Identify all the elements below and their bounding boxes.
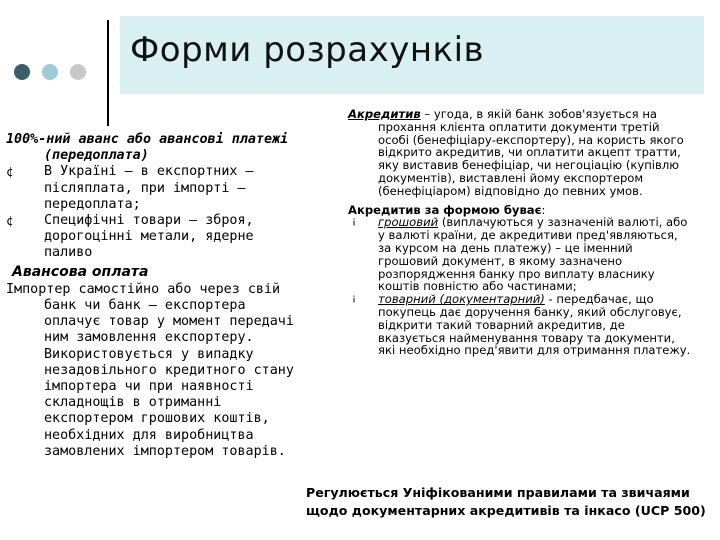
definition-term: Акредитив (348, 107, 421, 121)
decor-dot-dark (14, 64, 30, 80)
decor-dot-light-blue (42, 64, 58, 80)
left-column (6, 132, 302, 460)
advance-payment-heading: 100%-ний аванс або авансові платежі (передоплата) (6, 132, 289, 164)
advance-payment-body: Імпортер самостійно або через свій банк чи банк – експортера оплачує товар у момент передачі ним замовлення експортеру. Використовується у випадку незадовільного кредитного стану імпортера чи при наявності складнощів в отриманні експортером грошових коштів, необхідних для виробництва замовлених імпортером товарів. (6, 281, 294, 459)
letter-of-credit-definition (348, 108, 694, 198)
bullet-term: товарний (документарний) (378, 292, 545, 307)
bullet-marker-icon: ¡ (352, 293, 357, 305)
right-column (348, 108, 694, 357)
left-bullet-item (6, 213, 302, 262)
forms-heading-text: Акредитив за формою буває (348, 202, 542, 217)
bullet-term: грошовий (378, 215, 439, 230)
left-bullet-item (6, 164, 302, 213)
bullet-text: (виплачуються у зазначеній валюті, або у валюті країни, де акредитиви пред'являються, за курсом на день платежу) – це іменний грошовий документ, в якому зазначено розпорядження банку про виплату власнику коштів повністю або частинами; (378, 215, 688, 294)
bullet-marker-icon: ¢ (6, 214, 14, 229)
title-divider-line (107, 20, 109, 126)
right-bullet-item (348, 216, 694, 293)
right-bullet-item (348, 293, 694, 357)
definition-text: – угода, в якій банк зобов'язується на прохання клієнта оплатити документи третій особі (бенефіціару-експортеру), на користь якого відкрито акредитив, чи оплатити акцепт тратти, яку виставив бенефіціар, чи негоціацію (купівлю документів), виставлені йому експортером (бенефіціаром) відповідно до певних умов. (378, 107, 684, 198)
slide-title: Форми розрахунків (130, 30, 485, 70)
bullet-text: - передбачає, що покупець дає доручення банку, який обслуговує, відкрити такий товарний акредитив, де вказується найменування товару та документи, які необхідно пред'явити для отримання платежу. (378, 292, 691, 358)
decor-dot-gray (70, 64, 86, 80)
bullet-marker-icon: ¡ (352, 216, 357, 228)
advance-payment-subheading: Авансова оплата (12, 263, 149, 280)
bullet-marker-icon: ¢ (6, 165, 14, 180)
left-bullet-text: В Україні – в експортних – післяплата, при імпорті – передоплата; (44, 164, 254, 212)
left-bullet-text: Специфічні товари – зброя, дорогоцінні метали, ядерне паливо (44, 213, 254, 261)
forms-heading-colon: : (541, 202, 546, 217)
ucp-footer-note: Регулюється Уніфікованими правилами та звичаями щодо документарних акредитивів та інкасо (UCP 500) (306, 485, 706, 518)
